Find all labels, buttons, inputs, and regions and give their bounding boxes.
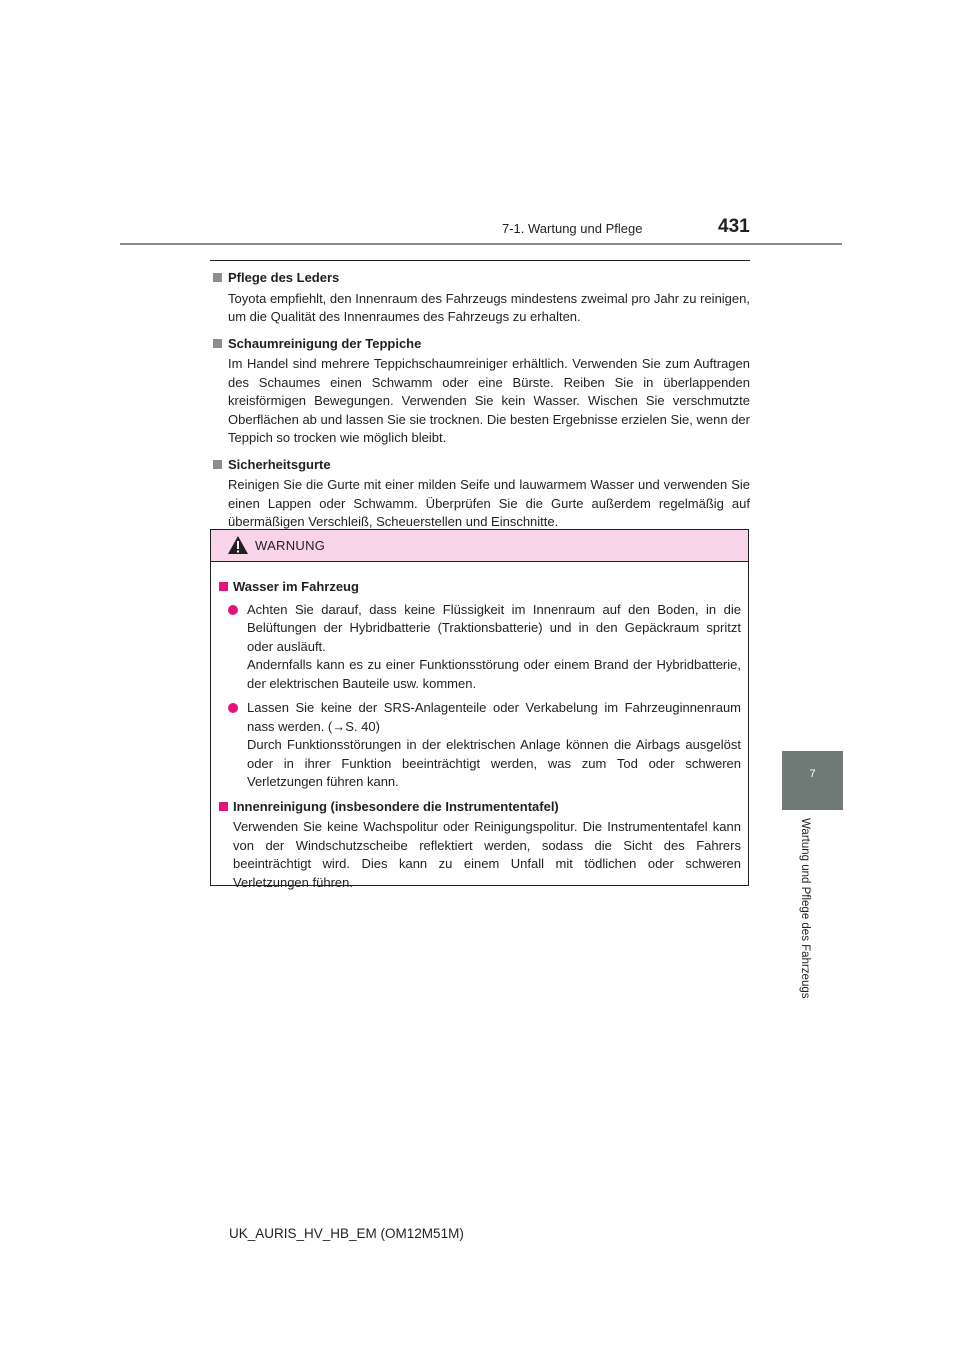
warning-bullet: Achten Sie darauf, dass keine Flüssigkeit im Innenraum auf den Boden, in die Belüftungen der Hybridbatterie (Traktionsbatterie) und in den Gepäckraum spritzt oder ausläuft. Andernfalls kann es zu einer Funktionsstörung oder einem Brand der Hybridbatterie, der elektrischen Bauteile usw. kommen. [216, 601, 741, 694]
body-text [210, 269, 750, 540]
warning-section-text: Verwenden Sie keine Wachspolitur oder Reinigungspolitur. Die Instrumententafel kann von der Windschutzscheibe reflektiert werden, sodass die Sicht des Fahrers beeinträchtigt wird. Dies kann zu einem Unfall mit tödlichen oder schweren Verletzungen führen. [233, 819, 741, 890]
round-bullet-icon [228, 703, 238, 713]
header-rule [120, 243, 842, 245]
page-number: 431 [718, 216, 750, 237]
warning-body [211, 562, 748, 892]
section-carpet [210, 335, 750, 448]
chapter-tab [782, 751, 843, 810]
section-text: Toyota empfiehlt, den Innenraum des Fahrzeugs mindestens zweimal pro Jahr zu reinigen, um die Qualität des Innenraumes des Fahrzeugs zu erhalten. [228, 290, 750, 324]
section-heading: Schaumreinigung der Teppiche [210, 335, 750, 354]
header-section: 7-1. Wartung und Pflege [502, 221, 643, 236]
square-bullet-icon [219, 582, 228, 591]
section-heading: Pflege des Leders [210, 269, 750, 288]
chapter-title: Wartung und Pflege des Fahrzeugs [799, 818, 811, 999]
warning-header [211, 530, 748, 562]
warning-section-heading: Innenreinigung (insbesondere die Instrumententafel) [216, 798, 741, 817]
square-bullet-icon [213, 273, 222, 282]
section-text: Im Handel sind mehrere Teppichschaumreiniger erhältlich. Verwenden Sie zum Auftragen des Schaumes einen Schwamm oder eine Bürste. Reiben Sie in überlappenden kreisförmigen Bewegungen. Verwenden Sie kein Wasser. Wischen Sie verschmutzte Oberflächen ab und lassen Sie sie trocknen. Die besten Ergebnisse erzielen Sie, wenn der Teppich so trocken wie möglich bleibt. [228, 356, 750, 445]
section-text: Reinigen Sie die Gurte mit einer milden Seife und lauwarmem Wasser und verwenden Sie einen Lappen oder Schwamm. Überprüfen Sie die Gurte außerdem regelmäßig auf übermäßigen Verschleiß, Scheuerstellen und Einschnitte. [228, 477, 750, 529]
square-bullet-icon [219, 802, 228, 811]
warning-section-heading: Wasser im Fahrzeug [216, 578, 741, 597]
warning-bullet: Lassen Sie keine der SRS-Anlagenteile oder Verkabelung im Fahrzeuginnenraum nass werden. (→S. 40) Durch Funktionsstörungen in der elektrischen Anlage können die Airbags ausgelöst oder in ihrer Funktion beeinträchtigt werden, was zum Tod oder schweren Verletzungen führen kann. [216, 699, 741, 792]
square-bullet-icon [213, 460, 222, 469]
round-bullet-icon [228, 605, 238, 615]
warning-box [210, 529, 749, 890]
section-heading: Sicherheitsgurte [210, 456, 750, 475]
footer-code: UK_AURIS_HV_HB_EM (OM12M51M) [229, 1226, 464, 1241]
chapter-number: 7 [809, 768, 816, 780]
square-bullet-icon [213, 339, 222, 348]
warning-title: WARNUNG [255, 538, 326, 553]
section-seatbelts [210, 456, 750, 532]
warning-triangle-icon [227, 535, 249, 555]
section-leather [210, 269, 750, 327]
content-rule [210, 260, 750, 261]
